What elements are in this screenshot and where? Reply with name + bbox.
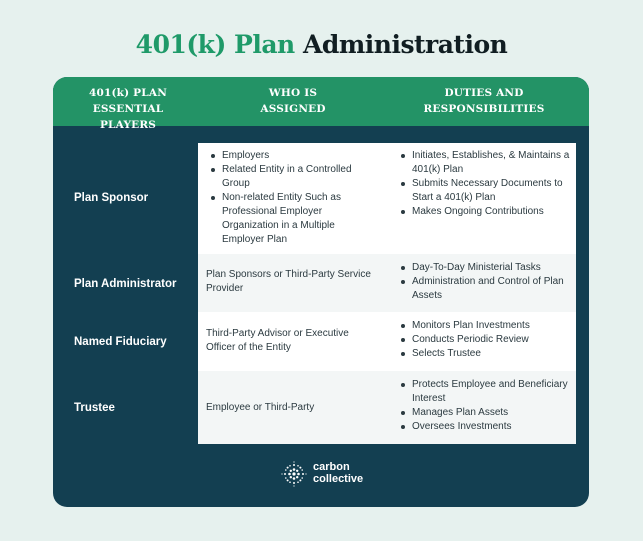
- header-essential-players: [67, 85, 189, 133]
- header-duties: [409, 85, 559, 117]
- row-plan-administrator: [198, 254, 576, 312]
- header-line: 401(k) PLAN: [88, 87, 167, 99]
- page-title: [0, 30, 643, 59]
- row-label-trustee: Trustee: [74, 402, 115, 414]
- list-item: Initiates, Establishes, & Maintains a 401(k) Plan: [396, 149, 576, 177]
- table-card: [53, 77, 589, 507]
- who-text: Plan Sponsors or Third-Party Service Provider: [206, 269, 371, 294]
- header-line: WHO IS: [268, 87, 318, 99]
- who-list: [206, 149, 376, 247]
- logo-line: carbon: [313, 461, 350, 473]
- header-line: RESPONSIBILITIES: [423, 103, 545, 115]
- row-trustee: [198, 371, 576, 444]
- row-plan-sponsor: [198, 143, 576, 254]
- list-item: Selects Trustee: [396, 347, 576, 361]
- row-label-plan-sponsor: Plan Sponsor: [74, 192, 149, 204]
- header-line: ASSIGNED: [260, 103, 326, 115]
- title-highlight: 401(k) Plan: [135, 30, 295, 59]
- list-item: Non-related Entity Such as Professional Employer Organization in a Multiple Employer Plan: [206, 191, 376, 247]
- header-line: DUTIES AND: [444, 87, 524, 99]
- table-header: [53, 77, 589, 131]
- list-item: Submits Necessary Documents to Start a 401(k) Plan: [396, 177, 576, 205]
- duties-list: [396, 378, 576, 434]
- list-item: Monitors Plan Investments: [396, 319, 576, 333]
- list-item: Conducts Periodic Review: [396, 333, 576, 347]
- who-text: Employee or Third-Party: [206, 402, 315, 413]
- row-label-plan-administrator: Plan Administrator: [74, 278, 177, 290]
- row-label-named-fiduciary: Named Fiduciary: [74, 336, 167, 348]
- logo-text: [313, 461, 363, 485]
- row-named-fiduciary: [198, 312, 576, 371]
- list-item: Makes Ongoing Contributions: [396, 205, 576, 219]
- carbon-collective-logo: [281, 459, 381, 489]
- logo-dots-icon: [281, 461, 307, 487]
- list-item: Related Entity in a Controlled Group: [206, 163, 376, 191]
- list-item: Day-To-Day Ministerial Tasks: [396, 261, 576, 275]
- duties-list: [396, 149, 576, 219]
- header-line: ESSENTIAL PLAYERS: [92, 103, 164, 131]
- list-item: Oversees Investments: [396, 420, 576, 434]
- list-item: Employers: [206, 149, 376, 163]
- title-rest: Administration: [302, 30, 508, 59]
- list-item: Manages Plan Assets: [396, 406, 576, 420]
- duties-list: [396, 319, 576, 361]
- list-item: Protects Employee and Beneficiary Interest: [396, 378, 576, 406]
- who-text: Third-Party Advisor or Executive Officer of the Entity: [206, 328, 349, 353]
- duties-list: [396, 261, 576, 303]
- header-who-assigned: [223, 85, 363, 117]
- list-item: Administration and Control of Plan Assets: [396, 275, 576, 303]
- logo-line: collective: [313, 473, 364, 485]
